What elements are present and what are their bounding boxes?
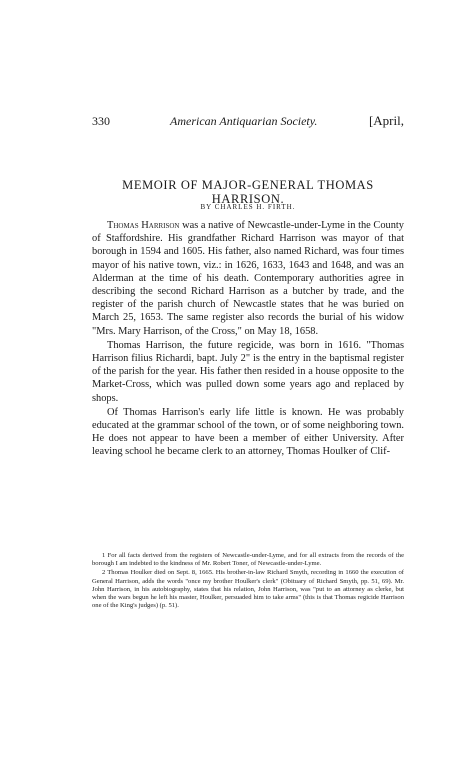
footnotes	[92, 552, 404, 611]
page-number: 330	[92, 114, 110, 128]
article-body	[92, 219, 404, 460]
paragraph-3: Of Thomas Harrison's early life little is known. He was probably educated at the grammar school of the town, or of some neighboring town. He does not appear to have been a member of either University. After leaving school he became clerk to an attorney, Thomas Houlker of Clif-	[92, 406, 404, 458]
footnote-2: 2 Thomas Houlker died on Sept. 8, 1665. His brother-in-law Richard Smyth, recording in 1660 the execution of General Harrison, adds the words "once my brother Houlker's clerk" (Obituary of Richard Smyth, pp. 51, 69). Mr. John Harrison, in his autobiography, states that his relation, John Harrison, was "put to an attorney as clerke, but when the wars begun he left his master, Houlker, persuaded him to take arms" (this is that Thomas regicide Harrison one of the King's judges) (p. 51).	[92, 569, 404, 610]
footnote-1: 1 For all facts derived from the registers of Newcastle-under-Lyme, and for all extracts from the records of the borough I am indebted to the kindness of Mr. Robert Toner, of Newcastle-under-Lyme.	[92, 552, 404, 568]
paragraph-2: Thomas Harrison, the future regicide, was born in 1616. "Thomas Harrison filius Richardi, bapt. July 2" is the entry in the baptismal register of the parish for the year. His father then resided in a house opposite to the Market-Cross, which was pulled down some years ago and replaced by shops.	[92, 339, 404, 404]
journal-title: American Antiquarian Society.	[170, 114, 318, 128]
issue-month: [April,	[368, 113, 404, 128]
paragraph-1	[92, 219, 404, 338]
paragraph-1-text: was a native of Newcastle-under-Lyme in the County of Staffordshire. His grandfather Richard Harrison was mayor of that borough in 1594 and 1605. His father, also named Richard, was four times mayor of his native town, viz.: in 1626, 1633, 1643 and 1648, and was an Alderman at the time of his death. Contemporary authorities agree in describing the second Richard Harrison as a butcher by trade, and the register of the parish church of Newcastle states that he was buried on March 25, 1653. The same register also records the burial of his widow "Mrs. Mary Harrison, of the Cross," on May 18, 1658.	[92, 220, 404, 337]
article-title: MEMOIR OF MAJOR-GENERAL THOMAS HARRISON.	[122, 178, 374, 206]
article-byline: BY CHARLES H. FIRTH.	[200, 203, 296, 211]
paragraph-1-lead: Thomas Harrison	[107, 220, 180, 231]
